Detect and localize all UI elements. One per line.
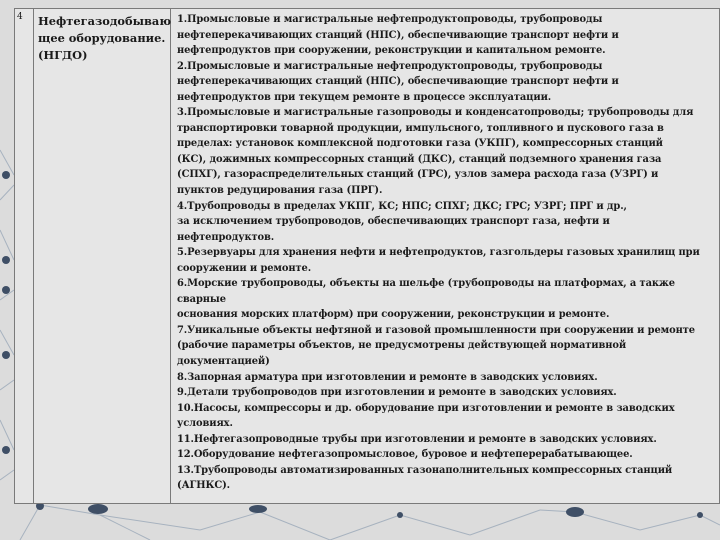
- list-line: 11.Нефтегазопроводные трубы при изготовлении и ремонте в заводских условиях.: [177, 433, 657, 445]
- list-line: пределах: установок комплексной подготовки газа (УКПГ), компрессорных станций: [177, 138, 663, 150]
- list-line: документацией): [177, 356, 270, 368]
- list-line: за исключением трубопроводов, обеспечивающих транспорт газа, нефти и: [177, 216, 610, 228]
- document-table: [14, 8, 720, 504]
- row-number-cell: [15, 9, 34, 504]
- list-line: основания морских платформ) при сооружении, реконструкции и ремонте.: [177, 309, 610, 321]
- equipment-name-line: (НГДО): [38, 48, 88, 62]
- list-line: нефтеперекачивающих станций (НПС), обеспечивающие транспорт нефти и: [177, 76, 619, 88]
- list-line: 13.Трубопроводы автоматизированных газонаполнительных компрессорных станций: [177, 464, 673, 476]
- row-number: 4: [17, 12, 23, 22]
- list-line: сварные: [177, 293, 226, 305]
- list-line: 10.Насосы, компрессоры и др. оборудование при изготовлении и ремонте в заводских: [177, 402, 675, 414]
- list-line: транспортировки товарной продукции, импульсного, топливного и пускового газа в: [177, 122, 664, 134]
- list-line: 3.Промысловые и магистральные газопроводы и конденсатопроводы; трубопроводы для: [177, 107, 694, 119]
- equipment-name-cell: [34, 9, 171, 504]
- list-line: нефтепродуктов при сооружении, реконструкции и капитальном ремонте.: [177, 45, 606, 57]
- list-line: 8.Запорная арматура при изготовлении и ремонте в заводских условиях.: [177, 371, 598, 383]
- list-line: (КС), дожимных компрессорных станций (ДКС), станций подземного хранения газа: [177, 153, 662, 165]
- list-line: 1.Промысловые и магистральные нефтепродуктопроводы, трубопроводы: [177, 14, 603, 25]
- list-line: нефтепродуктов при текущем ремонте в процессе эксплуатации.: [177, 91, 552, 103]
- list-line: 2.Промысловые и магистральные нефтепродуктопроводы, трубопроводы: [177, 60, 603, 72]
- list-line: 12.Оборудование нефтегазопромысловое, буровое и нефтеперерабатывающее.: [177, 449, 633, 461]
- list-line: 5.Резервуары для хранения нефти и нефтепродуктов, газгольдеры газовых хранилищ при: [177, 247, 700, 259]
- list-line: 9.Детали трубопроводов при изготовлении и ремонте в заводских условиях.: [177, 387, 617, 399]
- list-line: сооружении и ремонте.: [177, 262, 312, 274]
- equipment-name-line: щее оборудование.: [38, 31, 166, 45]
- equipment-name-line: Нефтегазодобываю: [38, 14, 171, 28]
- list-line: (АГНКС).: [177, 480, 231, 492]
- list-line: нефтеперекачивающих станций (НПС), обеспечивающие транспорт нефти и: [177, 29, 619, 41]
- list-line: (СПХГ), газораспределительных станций (ГРС), узлов замера расхода газа (УЗРГ) и: [177, 169, 659, 181]
- list-line: 6.Морские трубопроводы, объекты на шельфе (трубопроводы на платформах, а также: [177, 278, 675, 290]
- list-line: 7.Уникальные объекты нефтяной и газовой промышленности при сооружении и ремонте: [177, 324, 695, 336]
- list-line: условиях.: [177, 418, 233, 430]
- equipment-list-cell: [171, 9, 720, 504]
- list-line: пунктов редуцирования газа (ПРГ).: [177, 185, 383, 197]
- list-line: нефтепродуктов.: [177, 231, 275, 243]
- table-row: [15, 9, 720, 504]
- list-line: (рабочие параметры объектов, не предусмотрены действующей нормативной: [177, 340, 627, 352]
- list-line: 4.Трубопроводы в пределах УКПГ, КС; НПС; СПХГ; ДКС; ГРС; УЗРГ; ПРГ и др.,: [177, 200, 627, 212]
